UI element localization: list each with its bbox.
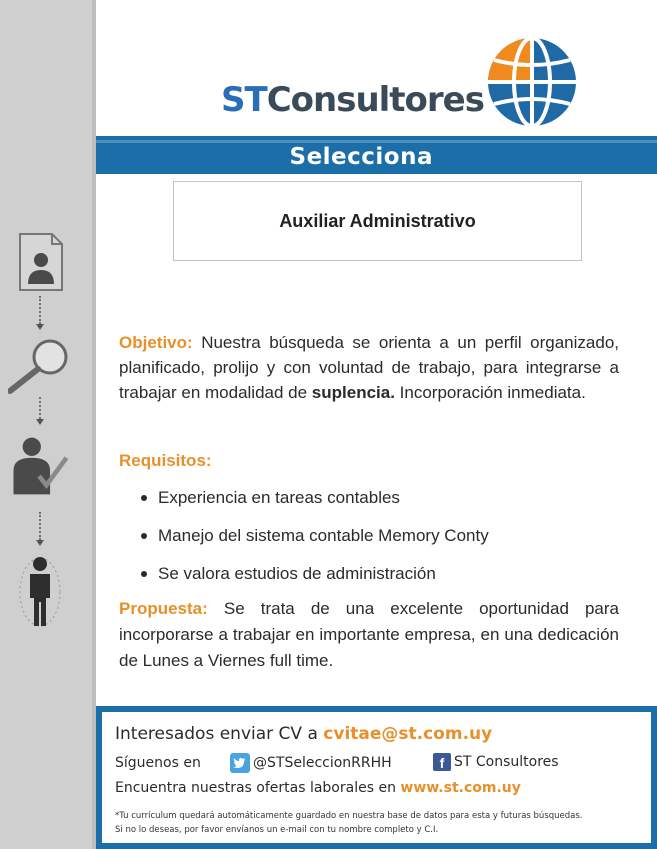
send-cv-text: Interesados enviar CV a xyxy=(115,724,324,744)
privacy-note xyxy=(115,809,655,837)
requirements-list xyxy=(139,485,489,599)
job-title: Auxiliar Administrativo xyxy=(279,210,476,231)
section-title: Selecciona xyxy=(289,144,433,170)
globe-logo-icon xyxy=(486,36,578,128)
list-item xyxy=(139,523,489,561)
band-highlight xyxy=(96,140,657,143)
follow-label: Síguenos en xyxy=(115,755,201,771)
magnifier-icon xyxy=(8,335,72,395)
job-title-box xyxy=(173,181,582,261)
twitter-handle[interactable] xyxy=(230,753,392,773)
facebook-text: ST Consultores xyxy=(454,754,559,770)
website-link[interactable]: www.st.com.uy xyxy=(400,780,521,796)
objective-paragraph xyxy=(119,330,619,405)
sidebar xyxy=(0,0,96,849)
footer-panel xyxy=(102,712,651,843)
logo-suffix: Consultores xyxy=(266,80,484,120)
list-item xyxy=(139,485,489,523)
proposal-text: Se trata de una excelente oportunidad para incorporarse a trabajar en importante empresa, en una dedicación de Lunes a Viernes full time. xyxy=(119,599,619,670)
connector-dots xyxy=(39,512,43,540)
facebook-icon: f xyxy=(433,753,451,771)
bullet-icon xyxy=(141,495,147,501)
objective-text: Nuestra búsqueda se orienta a un perfil organizado, planificado, prolijo y con voluntad de trabajo, para integrarse a trabajar en modalidad de xyxy=(119,333,619,402)
list-item xyxy=(139,561,489,599)
proposal-label: Propuesta: xyxy=(119,599,208,618)
objective-highlight: suplencia. xyxy=(311,383,395,402)
facebook-page[interactable] xyxy=(433,753,559,771)
connector-dots xyxy=(39,397,43,419)
objective-label: Objetivo: xyxy=(119,333,193,352)
connector-arrow xyxy=(36,324,44,330)
requirement-text: Se valora estudios de administración xyxy=(158,564,436,583)
approved-person-icon xyxy=(8,433,72,499)
email-link[interactable]: cvitae@st.com.uy xyxy=(323,724,493,744)
send-cv-line xyxy=(115,724,492,744)
footer-frame xyxy=(96,706,657,849)
privacy-note-line-2: Si no lo deseas, por favor envíanos un e-mail con tu nombre completo y C.I. xyxy=(115,825,439,835)
connector-dots xyxy=(39,296,43,324)
proposal-paragraph xyxy=(119,596,619,674)
connector-arrow xyxy=(36,419,44,425)
bullet-icon xyxy=(141,571,147,577)
offers-text: Encuentra nuestras ofertas laborales en xyxy=(115,780,401,796)
resume-document-icon xyxy=(8,232,72,292)
twitter-icon xyxy=(230,753,250,773)
section-band xyxy=(96,136,657,174)
connector-arrow xyxy=(36,540,44,546)
standing-person-icon xyxy=(8,556,72,628)
twitter-text: @STSeleccionRRHH xyxy=(253,755,392,771)
company-logo xyxy=(221,80,484,120)
privacy-note-line-1: *Tu currículum quedará automáticamente guardado en nuestra base de datos para esta y futuras búsquedas. xyxy=(115,811,583,821)
requirements-label: Requisitos: xyxy=(119,451,212,470)
bullet-icon xyxy=(141,533,147,539)
logo-prefix: ST xyxy=(221,80,267,120)
requirement-text: Manejo del sistema contable Memory Conty xyxy=(158,526,489,545)
offers-line xyxy=(115,780,521,796)
requirement-text: Experiencia en tareas contables xyxy=(158,488,400,507)
objective-tail: Incorporación inmediata. xyxy=(394,383,586,402)
